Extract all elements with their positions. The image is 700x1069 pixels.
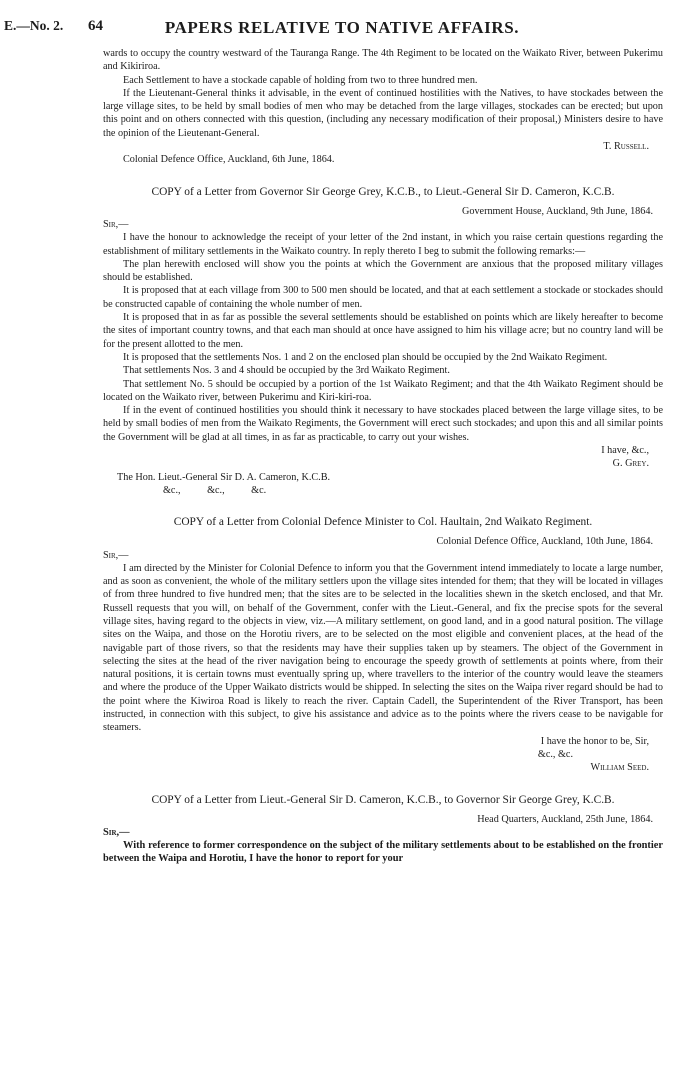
- salutation: Sir,—: [103, 549, 129, 561]
- paragraph: It is proposed that in as far as possible the several settlements should be established on points which are likely hereafter to become the sites of important country towns, and that each man should at once have assigned to him his village acre; but no country land will be for the present allotted to the men.: [103, 312, 663, 350]
- letter-lieut-general-cameron: [103, 793, 663, 866]
- paragraph: It is proposed that the settlements Nos. 1 and 2 on the enclosed plan should be occupied by the 2nd Waikato Regiment.: [123, 351, 608, 363]
- document-body: [103, 47, 663, 866]
- letter-governor-grey: [103, 185, 663, 498]
- paragraph: With reference to former correspondence on the subject of the military settlements about to be established on the frontier between the Waipa and Horotiu, I have the honor to report for your: [103, 840, 663, 865]
- signature: T. Russell.: [603, 141, 649, 153]
- memorandum-continuation: [103, 47, 663, 167]
- letter-closing: I have, &c.,: [601, 445, 649, 457]
- letter-colonial-defence: [103, 515, 663, 774]
- paragraph: That settlements Nos. 3 and 4 should be occupied by the 3rd Waikato Regiment.: [123, 365, 450, 377]
- document-reference: E.—No. 2.: [4, 18, 64, 33]
- paragraph: I have the honour to acknowledge the receipt of your letter of the 2nd instant, in which you raise certain questions regarding the establishment of military settlements in the Waikato country. In reply thereto I beg to submit the following remarks:—: [103, 232, 663, 257]
- paragraph: wards to occupy the country westward of the Tauranga Range. The 4th Regiment to be located on the Waikato River, between Pukerimu and Kikiriroa.: [103, 48, 663, 73]
- letter-place-date: Head Quarters, Auckland, 25th June, 1864.: [477, 813, 653, 825]
- paragraph: That settlement No. 5 should be occupied by a portion of the 1st Waikato Regiment; and that the 4th Waikato Regiment should be located on the Waikato river, between Pukerimu and Kiri-kiri-roa.: [103, 378, 663, 403]
- paragraph: Each Settlement to have a stockade capable of holding from two to three hundred men.: [123, 74, 478, 86]
- letter-heading: COPY of a Letter from Colonial Defence Minister to Col. Haultain, 2nd Waikato Regiment.: [173, 516, 593, 529]
- letter-heading: COPY of a Letter from Lieut.-General Sir D. Cameron, K.C.B., to Governor Sir George Grey, K.C.B.: [151, 793, 615, 806]
- letter-place-date: Government House, Auckland, 9th June, 1864.: [462, 205, 653, 217]
- letter-closing: I have the honor to be, Sir,: [540, 735, 649, 747]
- paragraph: If the Lieutenant-General thinks it advisable, in the event of continued hostilities with the Natives, to have stockades between the large village sites, to be held by small bodies of men who may be detached from the large villages, stockades can be erected; but upon this point and on others connected with this question, (including any necessary modification of their proposal,) Ministers desire to have the opinion of the Lieutenant-General.: [103, 87, 663, 139]
- addressee: The Hon. Lieut.-General Sir D. A. Cameron, K.C.B.: [117, 471, 331, 483]
- paragraph: It is proposed that at each village from 300 to 500 men should be located, and that at each settlement a stockade or stockades should be constructed capable of containing the whole number of men.: [103, 285, 663, 310]
- paragraph: The plan herewith enclosed will show you the points at which the Government are anxious that the proposed military villages should be established.: [103, 258, 663, 284]
- signature: G. Grey.: [612, 458, 649, 470]
- page-title: PAPERS RELATIVE TO NATIVE AFFAIRS.: [164, 18, 520, 37]
- dateline: Colonial Defence Office, Auckland, 6th June, 1864.: [123, 154, 335, 166]
- addressee-etc: &c., &c., &c.: [163, 484, 267, 496]
- paragraph: I am directed by the Minister for Colonial Defence to inform you that the Government intend immediately to locate a large number, and as soon as convenient, the whole of the military settlers upon the village sites intended for them; that they will be located in villages of from three hundred to five hundred men; that the sites are to be selected in the localities shewn in the sketch enclosed, and that Mr. Russell requests that you will, on behalf of the Government, confer with the Lieut.-General, and fix the precise spots for the several village sites, having regard to the objects in view, viz.—A military settlement, on good land, and in a good natural position. The village sites on the Waipa, and those on the Horotiu rivers, are to be selected on the most eligible and convenient places, at the head of the navigable part of those rivers, so that the residents may have their supplies taken up by steamers. The object of the Government in selecting the sites at the head of the river navigation being to encourage the speedy growth of settlements at points where, from their natural positions, it is certain towns must eventually spring up, where travellers to the interior of the country would leave the steamers and where the produce of the Upper Waikato districts would be shipped. In selecting the sites on the Waipa river regard should be had to the point where the Kiwiroa Road is likely to reach the river. Captain Cadell, the Superintendent of the River Transport, has been instructed, in connection with this subject, to give his assistance and advice as to the points where the rivers cease to be navigable for steamers.: [103, 562, 663, 734]
- page-number: 64: [88, 18, 103, 34]
- salutation: Sir,—: [103, 218, 129, 230]
- letter-closing-etc: &c., &c.: [537, 748, 573, 760]
- letter-place-date: Colonial Defence Office, Auckland, 10th June, 1864.: [436, 536, 653, 548]
- paragraph: If in the event of continued hostilities you should think it necessary to have stockades placed between the large village sites, to be held by small bodies of men from the Waikato Regiments, the Government will erect such stockades; and upon this and all similar points the Government will be glad at all times, in as far as practicable, to carry out your wishes.: [103, 405, 663, 443]
- page-header: [4, 18, 680, 40]
- letter-heading: COPY of a Letter from Governor Sir George Grey, K.C.B., to Lieut.-General Sir D. Cameron, K.C.B.: [151, 185, 615, 198]
- salutation: Sir,—: [103, 826, 130, 838]
- signature: William Seed.: [590, 762, 649, 774]
